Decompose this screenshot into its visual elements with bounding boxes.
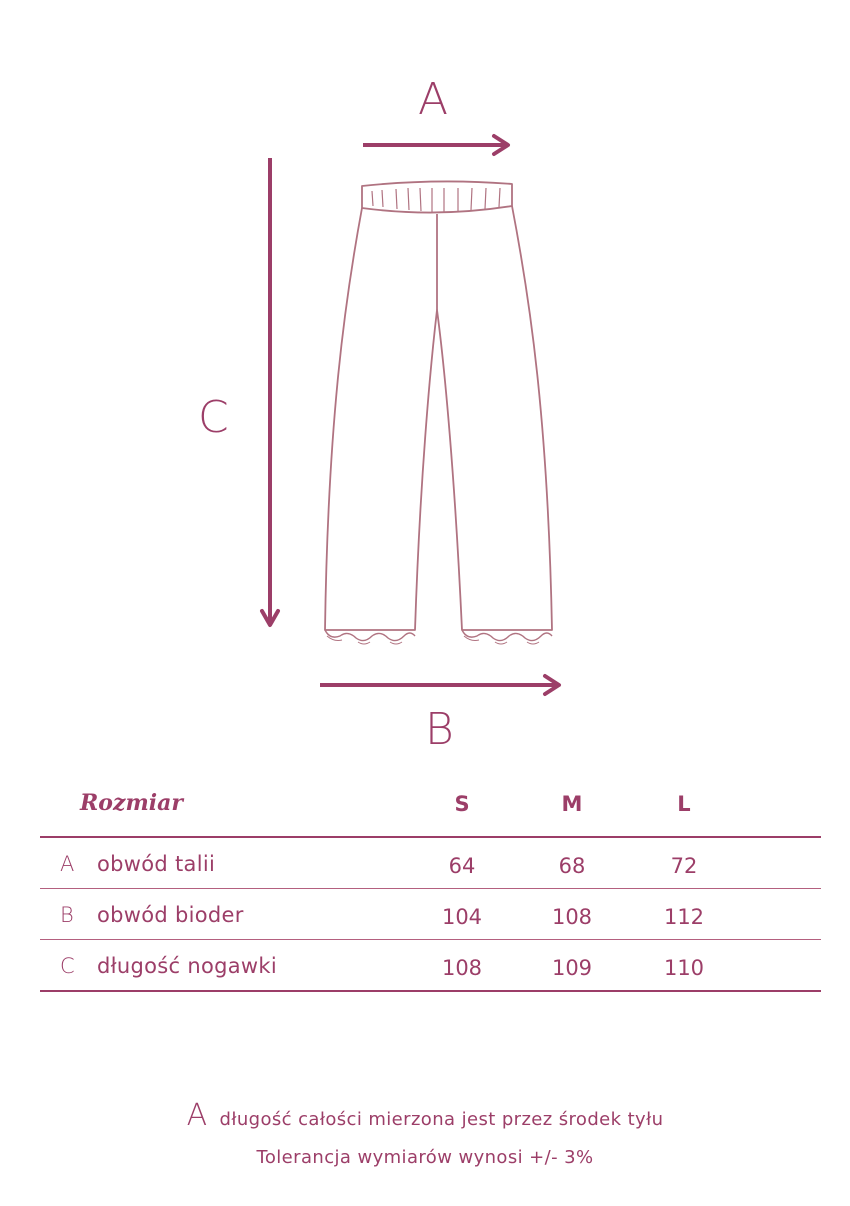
arrow-b-icon — [320, 676, 559, 694]
size-table — [40, 780, 821, 992]
table-cell: 72 — [670, 854, 698, 878]
arrow-a-icon — [363, 136, 508, 154]
size-column-m: M — [561, 792, 583, 816]
row-label: obwód bioder — [97, 903, 244, 927]
diagram-label-b: B — [425, 704, 454, 755]
table-cell: 64 — [448, 854, 476, 878]
table-row — [40, 889, 821, 939]
row-letter: C — [60, 954, 75, 978]
arrow-c-icon — [262, 158, 278, 625]
trousers-icon — [325, 181, 552, 644]
size-table-title: Rozmiar — [80, 790, 183, 816]
table-cell: 108 — [551, 905, 593, 929]
row-letter: B — [60, 903, 74, 927]
table-cell: 104 — [441, 905, 483, 929]
table-cell: 110 — [663, 956, 705, 980]
diagram-label-a: A — [418, 74, 449, 125]
size-table-header — [40, 780, 821, 836]
size-column-s: S — [454, 792, 470, 816]
table-divider — [40, 990, 821, 992]
table-row — [40, 838, 821, 888]
note-letter: A — [186, 1098, 208, 1133]
table-cell: 109 — [551, 956, 593, 980]
table-row — [40, 940, 821, 990]
table-cell: 68 — [558, 854, 586, 878]
notes-section — [0, 1098, 850, 1168]
note-line-1 — [0, 1098, 850, 1133]
table-cell: 112 — [663, 905, 705, 929]
row-letter: A — [60, 852, 75, 876]
table-cell: 108 — [441, 956, 483, 980]
row-label: obwód talii — [97, 852, 216, 876]
note-line-2 — [0, 1147, 850, 1168]
note-text-2: Tolerancja wymiarów wynosi +/- 3% — [256, 1147, 594, 1168]
row-label: długość nogawki — [97, 954, 277, 978]
note-text-1: długość całości mierzona jest przez środek tyłu — [219, 1109, 664, 1130]
size-column-l: L — [677, 792, 691, 816]
diagram-label-c: C — [198, 392, 229, 443]
